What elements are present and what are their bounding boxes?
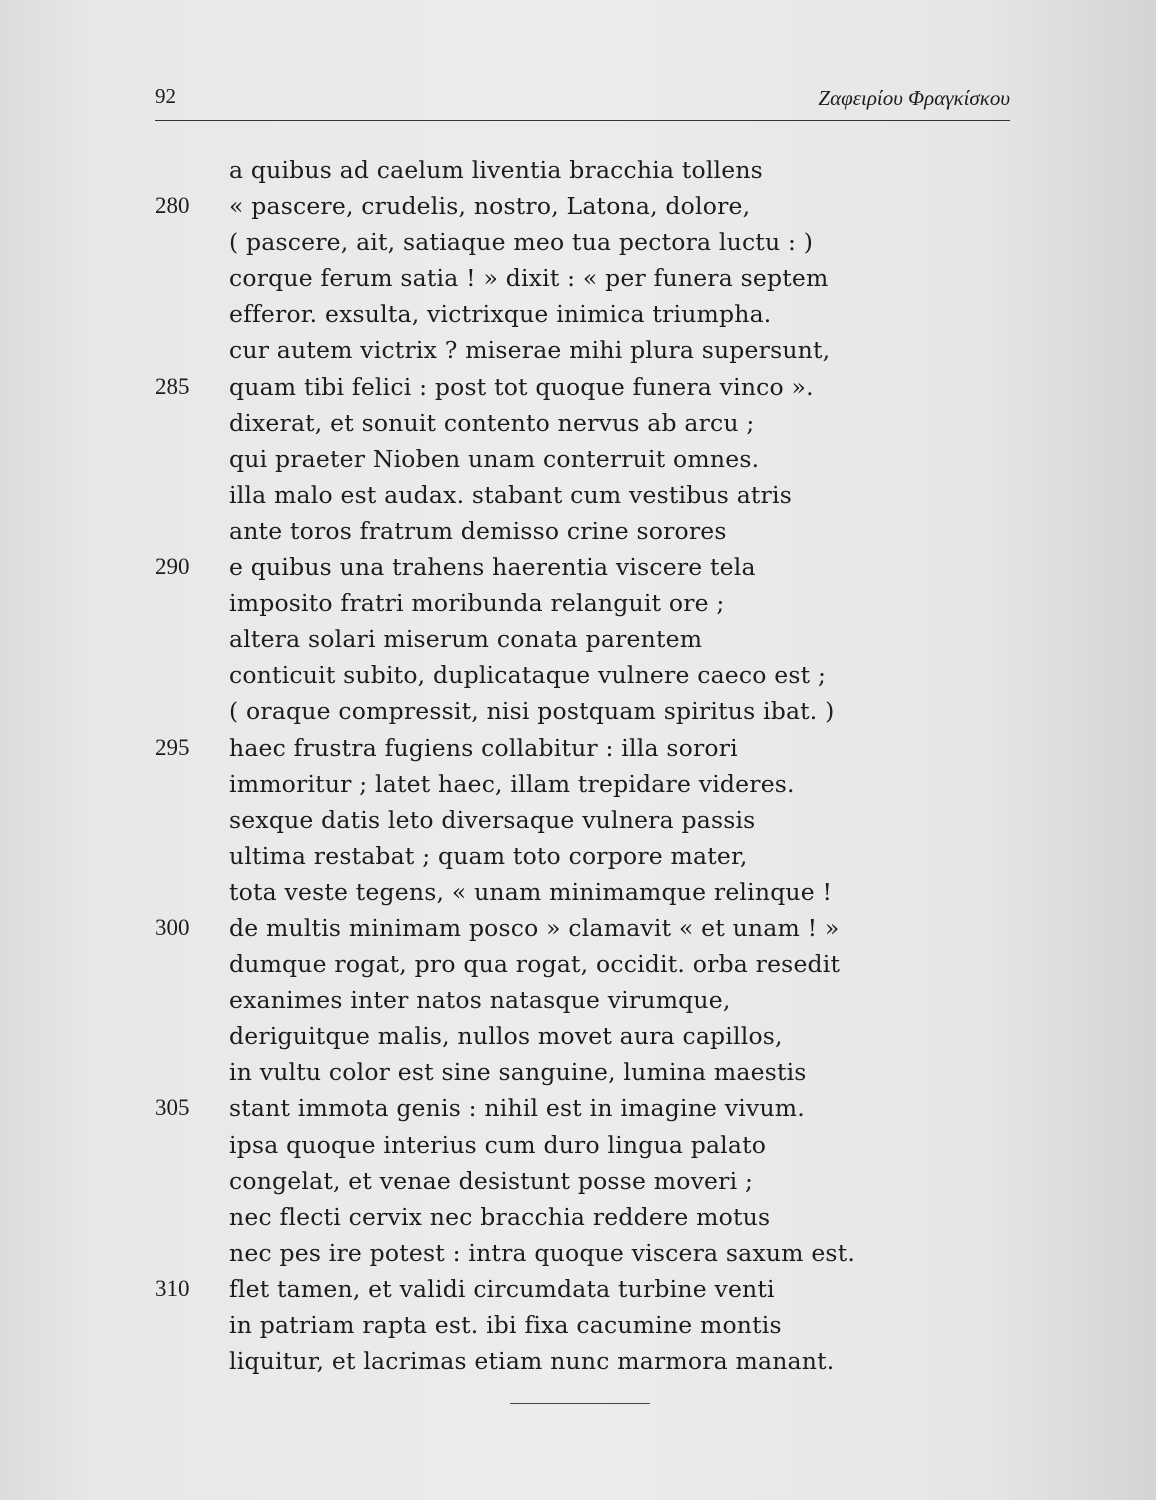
verse-line-text: a quibus ad caelum liventia bracchia tollens <box>229 156 763 184</box>
verse-line <box>0 1163 1156 1199</box>
verse-line <box>0 405 1156 441</box>
verse-line <box>0 1343 1156 1379</box>
verse-line-text: ante toros fratrum demisso crine sorores <box>229 516 727 545</box>
verse-line-number: 310 <box>155 1275 190 1301</box>
verse-line-text: exanimes inter natos natasque virumque, <box>229 986 731 1015</box>
verse-line-text: tota veste tegens, « unam minimamque relinque ! <box>229 877 833 906</box>
verse-line-text: cur autem victrix ? miserae mihi plura supersunt, <box>229 336 831 365</box>
verse-line-text: « pascere, crudelis, nostro, Latona, dolore, <box>229 192 751 221</box>
verse-line <box>0 260 1156 296</box>
verse-line-number: 295 <box>155 734 190 760</box>
verse-line-number: 305 <box>155 1095 190 1121</box>
verse-line-number: 285 <box>155 373 190 399</box>
verse-line <box>0 549 1156 585</box>
verse-line <box>0 1307 1156 1343</box>
verse-line <box>0 152 1156 188</box>
verse-line <box>0 946 1156 982</box>
verse-line-text: efferor. exsulta, victrixque inimica triumpha. <box>229 300 772 329</box>
verse-line-text: conticuit subito, duplicataque vulnere caeco est ; <box>229 661 827 690</box>
verse-line-text: corque ferum satia ! » dixit : « per funera septem <box>229 264 829 293</box>
page-number: 92 <box>155 84 176 108</box>
verse-line-text: altera solari miserum conata parentem <box>229 625 703 654</box>
verse-line-text: haec frustra fugiens collabitur : illa sorori <box>229 733 738 762</box>
verse-line-text: ( pascere, ait, satiaque meo tua pectora luctu : ) <box>229 228 814 257</box>
verse-line-text: immoritur ; latet haec, illam trepidare videres. <box>229 769 795 798</box>
verse-line <box>0 657 1156 693</box>
verse-line-text: de multis minimam posco » clamavit « et unam ! » <box>229 913 840 942</box>
verse-line <box>0 1054 1156 1090</box>
verse-line <box>0 693 1156 729</box>
verse-line-text: liquitur, et lacrimas etiam nunc marmora manant. <box>229 1347 835 1376</box>
verse-line <box>0 296 1156 332</box>
verse-line-text: e quibus una trahens haerentia viscere tela <box>229 553 756 582</box>
verse-line <box>0 441 1156 477</box>
verse-line <box>0 621 1156 657</box>
verse-line-text: imposito fratri moribunda relanguit ore ; <box>229 589 725 618</box>
verse-line <box>0 369 1156 405</box>
verse-line <box>0 910 1156 946</box>
verse-line <box>0 802 1156 838</box>
verse-line-number: 290 <box>155 554 190 580</box>
verse-line <box>0 730 1156 766</box>
verse-line <box>0 332 1156 368</box>
verse-line <box>0 585 1156 621</box>
verse-line-text: qui praeter Nioben unam conterruit omnes. <box>229 444 760 473</box>
verse-line-text: dixerat, et sonuit contento nervus ab arcu ; <box>229 408 755 437</box>
end-rule <box>510 1403 650 1404</box>
verse-line <box>0 982 1156 1018</box>
verse-line <box>0 1271 1156 1307</box>
verse-line <box>0 224 1156 260</box>
verse-line <box>0 1018 1156 1054</box>
verse-line <box>0 1127 1156 1163</box>
verse-line <box>0 766 1156 802</box>
verse-line-text: in vultu color est sine sanguine, lumina maestis <box>229 1058 807 1087</box>
verse-block <box>0 152 1156 1379</box>
running-head <box>155 80 1010 121</box>
verse-line-number: 300 <box>155 914 190 940</box>
verse-line-text: flet tamen, et validi circumdata turbine venti <box>229 1274 775 1303</box>
verse-line-text: illa malo est audax. stabant cum vestibus atris <box>229 480 792 509</box>
verse-line-text: ipsa quoque interius cum duro lingua palato <box>229 1130 767 1159</box>
verse-line <box>0 477 1156 513</box>
verse-line <box>0 1090 1156 1126</box>
verse-line <box>0 874 1156 910</box>
verse-line-text: sexque datis leto diversaque vulnera passis <box>229 805 756 834</box>
verse-line-text: deriguitque malis, nullos movet aura capillos, <box>229 1022 783 1051</box>
verse-line-text: ( oraque compressit, nisi postquam spiritus ibat. ) <box>229 697 835 726</box>
verse-line-text: ultima restabat ; quam toto corpore mater, <box>229 841 748 870</box>
verse-line <box>0 513 1156 549</box>
verse-line <box>0 838 1156 874</box>
verse-line-text: nec flecti cervix nec bracchia reddere motus <box>229 1202 771 1231</box>
verse-line <box>0 1199 1156 1235</box>
verse-line <box>0 1235 1156 1271</box>
verse-line-text: quam tibi felici : post tot quoque funera vinco ». <box>229 372 814 401</box>
verse-line-number: 280 <box>155 193 190 219</box>
verse-line-text: nec pes ire potest : intra quoque viscera saxum est. <box>229 1238 856 1267</box>
verse-line-text: stant immota genis : nihil est in imagine vivum. <box>229 1094 805 1123</box>
verse-line <box>0 188 1156 224</box>
verse-line-text: congelat, et venae desistunt posse moveri ; <box>229 1166 754 1195</box>
verse-line-text: dumque rogat, pro qua rogat, occidit. orba resedit <box>229 950 841 979</box>
verse-line-text: in patriam rapta est. ibi fixa cacumine montis <box>229 1311 782 1339</box>
author-name: Ζαφειρίου Φραγκίσκου <box>818 86 1010 110</box>
